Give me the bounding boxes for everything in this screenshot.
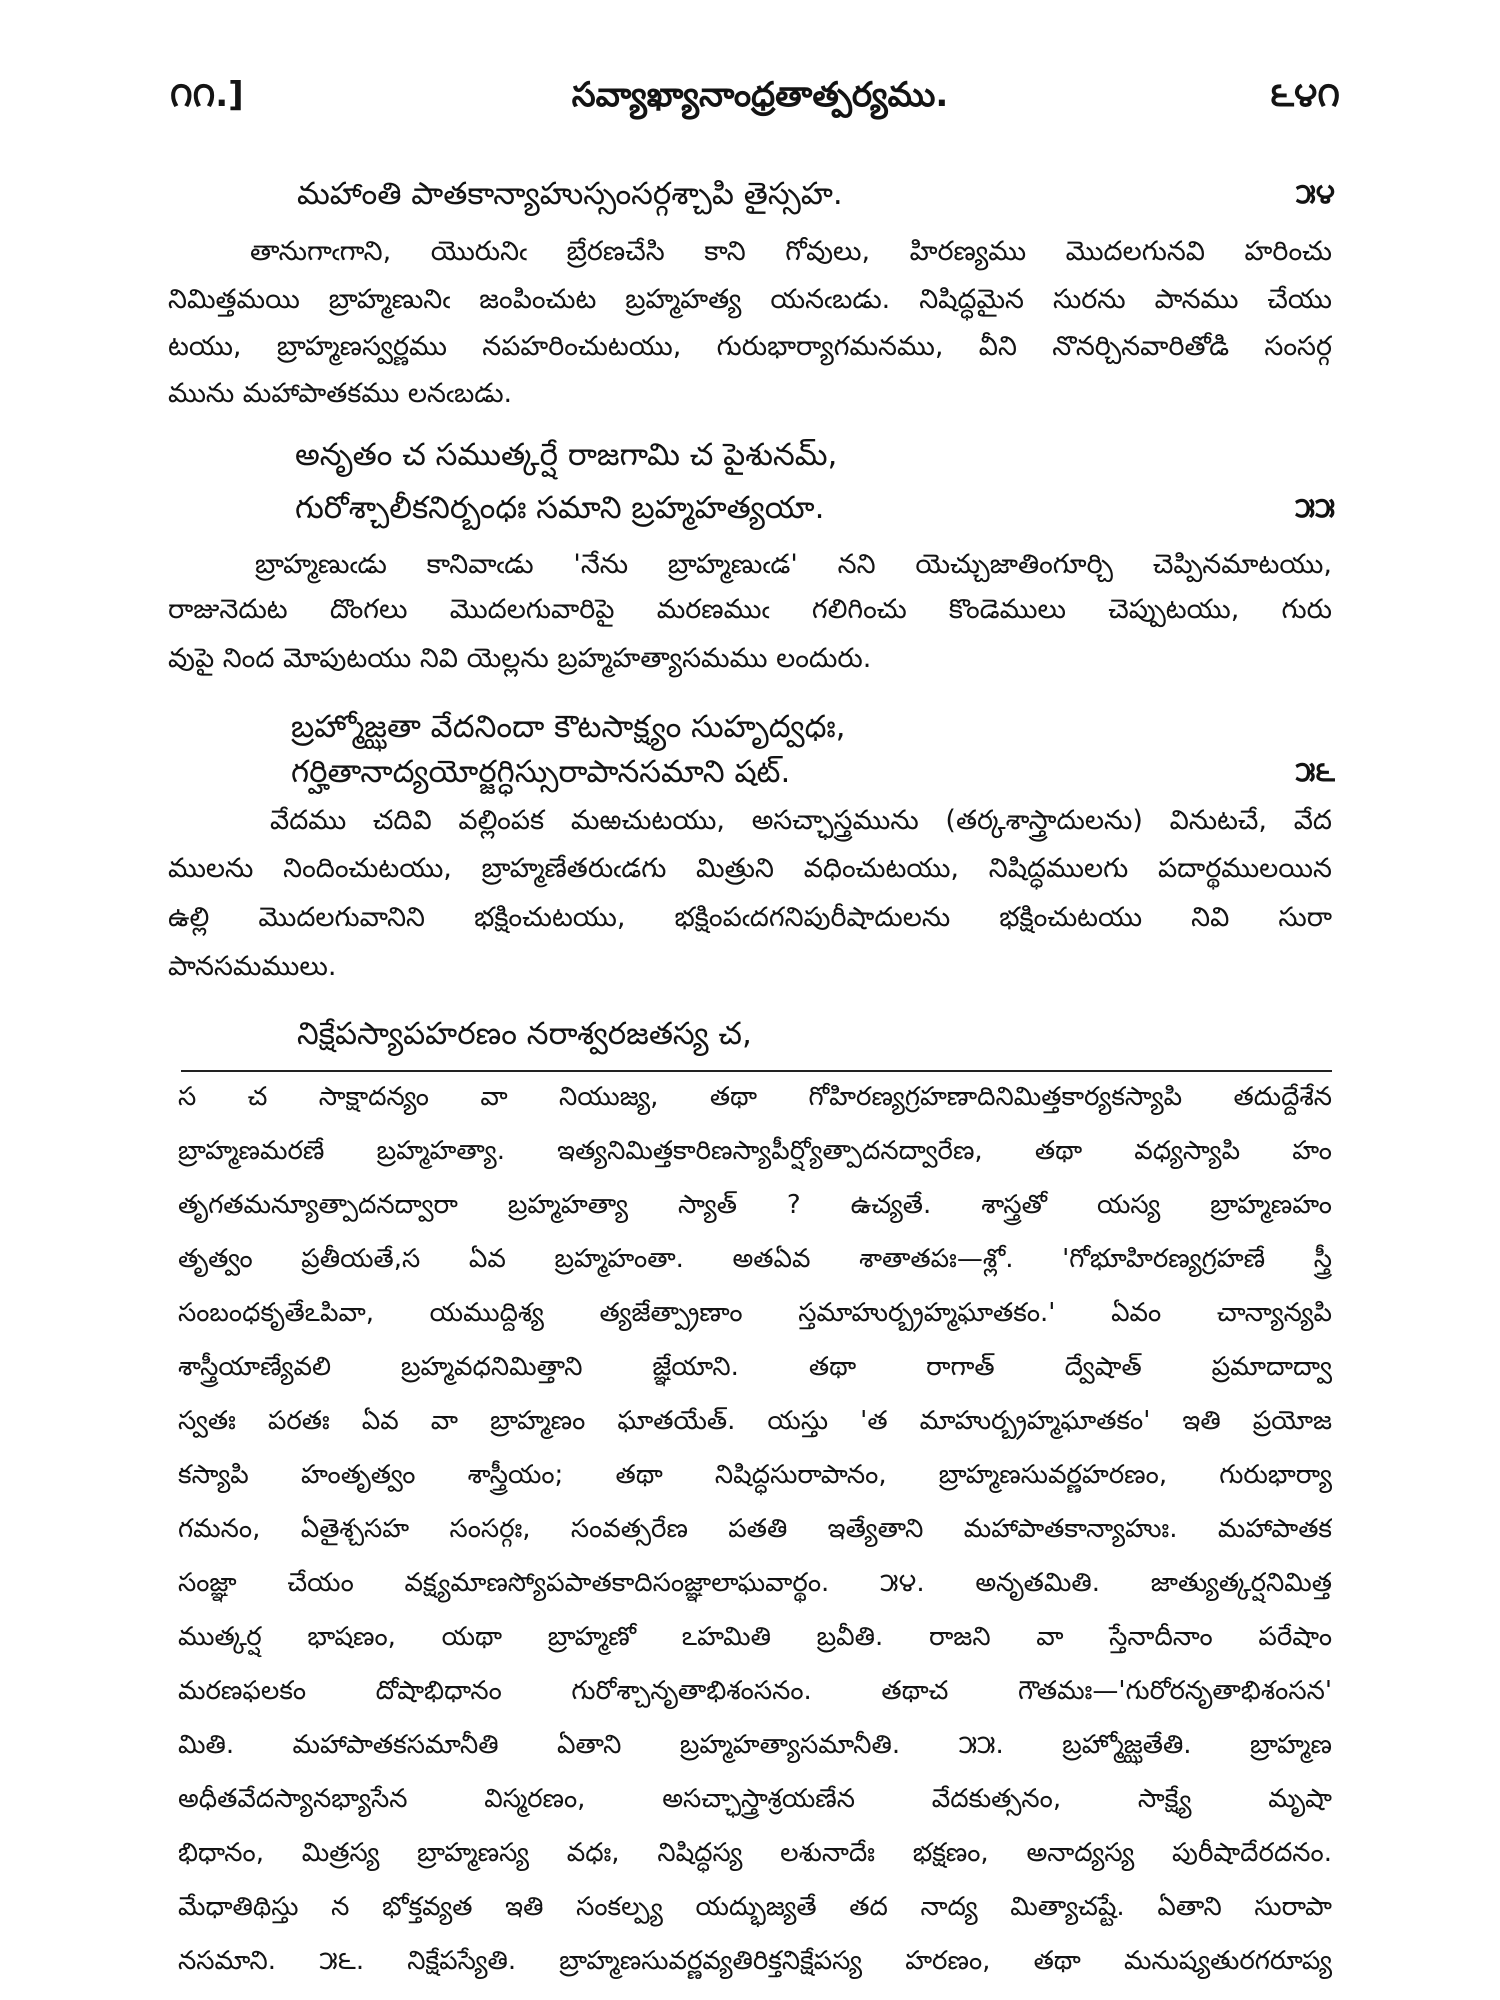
chapter-number: ౧౧.] <box>170 75 244 115</box>
tatparyam-line: వేదము చదివి వల్లింపక మఱచుటయు, అసచ్ఛాస్త్రమును (తర్కశాస్త్రాదులను) వినుటచే, వేద <box>270 805 1332 836</box>
commentary-line: కస్యాపి హంతృత్వం శాస్త్రీయం; తథా నిషిద్ధసురాపానం, బ్రాహ్మణసువర్ణహరణం, గురుభార్యా <box>178 1460 1332 1490</box>
verse-number: ౫౬ <box>1295 755 1335 788</box>
running-title: సవ్యాఖ్యానాంధ్రతాత్పర్యము. <box>571 75 949 115</box>
commentary-line: ముత్కర్ష భాషణం, యథా బ్రాహ్మణో ఽహమితి బ్రవీతి. రాజని వా స్తేనాదీనాం పరేషాం <box>178 1622 1332 1652</box>
tatparyam-line: నిమిత్తమయి బ్రాహ్మణునిఁ జంపించుట బ్రహ్మహత్య యనఁబడు. నిషిద్ధమైన సురను పానము చేయు <box>168 284 1332 315</box>
commentary-line: తృత్వం ప్రతీయతే,స ఏవ బ్రహ్మహంతా. అతఏవ శాతాతపః—శ్లో. 'గోభూహిరణ్యగ్రహణే స్త్రీ <box>178 1244 1332 1274</box>
commentary-line: తృగతమన్యూత్పాదనద్వారా బ్రహ్మహత్యా స్యాత్ ? ఉచ్యతే. శాస్త్రతో యస్య బ్రాహ్మణహం <box>178 1190 1332 1220</box>
tatparyam-line: బ్రాహ్మణుఁడు కానివాఁడు 'నేను బ్రాహ్మణుఁడ' నని యెచ్చుజాతింగూర్చి చెప్పినమాటయు, <box>255 549 1332 580</box>
tatparyam-line: పానసమములు. <box>168 951 337 982</box>
verse-line: గురోశ్చాలీకనిర్బంధః సమాని బ్రహ్మహత్యయా. <box>295 490 825 526</box>
commentary-line: మరణఫలకం దోషాభిధానం గురోశ్చానృతాభిశంసనం. తథాచ గౌతమః—'గురోరనృతాభిశంసన' <box>178 1676 1332 1706</box>
verse-line: బ్రహ్మోజ్ఝతా వేదనిందా కౌటసాక్ష్యం సుహృద్వధః, <box>291 709 846 745</box>
tatparyam-line: టయు, బ్రాహ్మణస్వర్ణము నపహరించుటయు, గురుభార్యాగమనము, వీని నొనర్చినవారితోడి సంసర్గ <box>168 331 1332 362</box>
commentary-line: మేధాతిథిస్తు న భోక్తవ్యత ఇతి సంకల్ప్య యద్భుజ్యతే తద నాద్య మిత్యాచష్టే. ఏతాని సురాపా <box>178 1892 1332 1922</box>
commentary-line: బ్రాహ్మణమరణే బ్రహ్మహత్యా. ఇత్యనిమిత్తకారిణస్యాపీర్ష్యోత్పాదనద్వారేణ, తథా వధ్యస్యాపి హం <box>178 1136 1332 1166</box>
commentary-line: స్వతః పరతః ఏవ వా బ్రాహ్మణం ఘాతయేత్. యస్తు 'త మాహుర్బ్రహ్మఘాతకం' ఇతి ప్రయోజ <box>178 1406 1332 1436</box>
verse-number: ౫౪ <box>1295 177 1335 210</box>
commentary-line: సంబంధకృతేఽపివా, యముద్దిశ్య త్యజేత్ప్రాణాం స్తమాహుర్బ్రహ్మఘాతకం.' ఏవం చాన్యాన్యపి <box>178 1298 1332 1328</box>
commentary-line: మితి. మహాపాతకసమానీతి ఏతాని బ్రహ్మహత్యాసమానీతి. ౫౫. బ్రహ్మోజ్ఝతేతి. బ్రాహ్మణ <box>178 1730 1332 1760</box>
commentary-line: అధీతవేదస్యానభ్యాసేన విస్మరణం, అసచ్ఛాస్త్రాశ్రయణేన వేదకుత్సనం, సాక్ష్యే మృషా <box>178 1784 1332 1814</box>
commentary-line: నసమాని. ౫౬. నిక్షేపస్యేతి. బ్రాహ్మణసువర్ణవ్యతిరిక్తనిక్షేపస్య హరణం, తథా మనుష్యతురగరూప్య <box>178 1946 1332 1976</box>
tatparyam-line: తానుగాఁగాని, యొరునిఁ బ్రేరణచేసి కాని గోవులు, హిరణ్యము మొదలగునవి హరించు <box>250 236 1332 267</box>
commentary-line: గమనం, ఏతైశ్చసహ సంసర్గః, సంవత్సరేణ పతతి ఇత్యేతాని మహాపాతకాన్యాహుః. మహాపాతక <box>178 1514 1332 1544</box>
verse-line: గర్హితానాద్యయోర్జగ్ధిస్సురాపానసమాని షట్. <box>291 754 791 790</box>
commentary-line: భిధానం, మిత్రస్య బ్రాహ్మణస్య వధః, నిషిద్ధస్య లశునాదేః భక్షణం, అనాద్యస్య పురీషాదేరదనం. <box>178 1838 1332 1868</box>
tatparyam-line: మును మహాపాతకము లనఁబడు. <box>168 378 513 409</box>
verse-line: మహాంతి పాతకాన్యాహుస్సంసర్గశ్చాపి తైస్సహ. <box>297 176 843 212</box>
page-number: ౬౪౧ <box>1270 75 1340 115</box>
tatparyam-line: ఉల్లి మొదలగువానిని భక్షించుటయు, భక్షింపఁదగనిపురీషాదులను భక్షించుటయు నివి సురా <box>168 902 1332 933</box>
commentary-line: స చ సాక్షాదన్యం వా నియుజ్య, తథా గోహిరణ్యగ్రహణాదినిమిత్తకార్యకస్యాపి తదుద్దేశేన <box>178 1082 1332 1112</box>
tatparyam-line: ములను నిందించుటయు, బ్రాహ్మణేతరుఁడగు మిత్రుని వధించుటయు, నిషిద్ధములగు పదార్థములయిన <box>168 853 1332 884</box>
commentary-line: సంజ్ఞా చేయం వక్ష్యమాణస్యోపపాతకాదిసంజ్ఞాలాఘవార్థం. ౫౪. అనృతమితి. జాత్యుత్కర్షనిమిత్త <box>178 1568 1332 1598</box>
commentary-line: శాస్త్రీయాణ్యేవలి బ్రహ్మవధనిమిత్తాని జ్ఞేయాని. తథా రాగాత్ ద్వేషాత్ ప్రమాదాద్వా <box>178 1352 1332 1382</box>
tatparyam-line: రాజునెదుట దొంగలు మొదలగువారిపై మరణముఁ గలిగించు కొండెములు చెప్పుటయు, గురు <box>168 594 1332 625</box>
verse-line: అనృతం చ సముత్కర్షే రాజగామి చ పైశునమ్, <box>295 437 838 473</box>
verse-number: ౫౫ <box>1295 491 1335 524</box>
tatparyam-line: వుపై నింద మోపుటయు నివి యెల్లను బ్రహ్మహత్యాసమము లందురు. <box>168 643 872 674</box>
verse-line: నిక్షేపస్యాపహరణం నరాశ్వరజతస్య చ, <box>297 1016 752 1052</box>
